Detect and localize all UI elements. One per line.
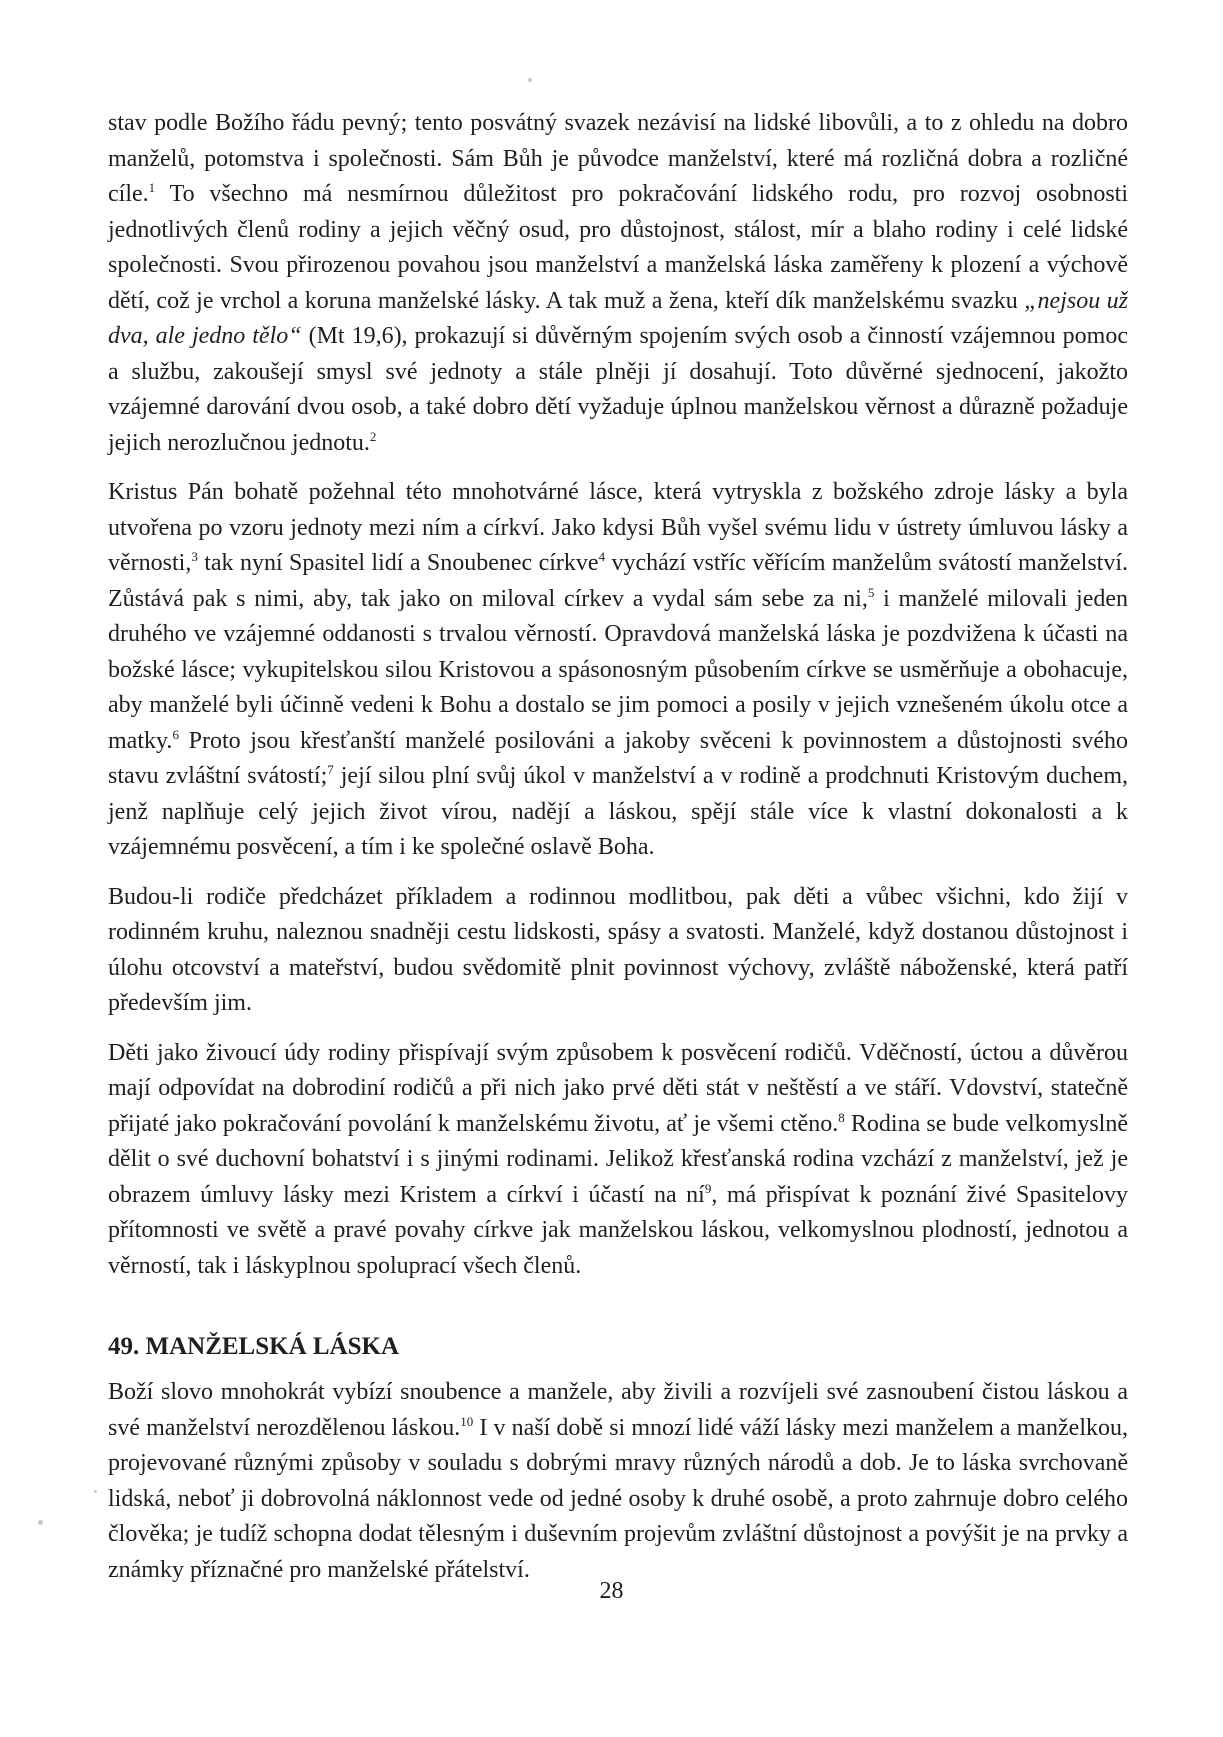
text-run: I v naší době si mnozí lidé váží lásky mezi manželem a manželkou, projevované různými způsoby v souladu s dobrými mravy různých národů a dob. Je to láska svrchovaně lidská, neboť ji dobrovolná náklonnost vede od jedné osoby k druhé osobě, a proto zahrnuje dobro celého člověka; je tudíž schopna dodat tělesným i duševním projevům zvláštní důstojnost a povýšit je na prvky a známky příznačné pro manželské přátelství. <box>108 1414 1128 1583</box>
footnote-ref: 8 <box>838 1109 845 1125</box>
text-run: Budou-li rodiče předcházet příkladem a rodinnou modlitbou, pak děti a vůbec všichni, kdo žijí v rodinném kruhu, naleznou snadněji cestu lidskosti, spásy a svatosti. Manželé, když dostanou důstojnost i úlohu otcovství a mateřství, budou svědomitě plnit povinnost výchovy, zvláště náboženské, která patří především jim. <box>108 883 1128 1016</box>
text-run: Boží slovo mnohokrát vybízí snoubence a manžele, aby živili a rozvíjeli své zasnoubení čistou láskou a své manželství nerozdělenou láskou. <box>108 1379 1128 1441</box>
text-run: stav podle Božího řádu pevný; tento posvátný svazek nezávisí na lidské libovůli, a to z ohledu na dobro manželů, potomstva i společnosti. Sám Bůh je původce manželství, které má rozličná dobra a rozličné cíle. <box>108 110 1128 207</box>
text-run: tak nyní Spasitel lidí a Snoubenec církve <box>197 550 599 576</box>
text-run: i manželé milovali jeden druhého ve vzájemné oddanosti s trvalou věrností. Opravdová manželská láska je pozdvižena k účasti na božské lásce; vykupitelskou silou Kristovou a spásonosným působením církve se usměrňuje a obohacuje, aby manželé byli účinně vedeni k Bohu a dostalo se jim pomoci a posily v jejich vznešeném úkolu otce a matky. <box>108 585 1128 754</box>
text-run: Proto jsou křesťanští manželé posilováni a jakoby svěceni k povinnostem a důstojnosti svého stavu zvláštní svátostí; <box>108 727 1128 789</box>
footnote-ref: 3 <box>191 549 198 564</box>
paragraph <box>108 1036 1128 1285</box>
footnote-ref: 9 <box>704 1180 712 1196</box>
footnote-ref: 2 <box>369 428 377 444</box>
text-run: , má přispívat k poznání živé Spasitelovy přítomnosti ve světě a pravé povahy církve jak manželskou láskou, velkomyslnou plodností, jednotou a věrností, tak i láskyplnou spoluprací všech členů. <box>108 1181 1128 1279</box>
text-run: Kristus Pán bohatě požehnal této mnohotvárné lásce, která vytryskla z božského zdroje lásky a byla utvořena po vzoru jednoty mezi ním a církví. Jako kdysi Bůh vyšel svému lidu v ústrety úmluvou lásky a věrnosti, <box>108 479 1128 576</box>
paragraph <box>108 475 1128 866</box>
scan-speck <box>94 1490 97 1493</box>
paragraph <box>108 106 1128 461</box>
scan-speck <box>528 78 532 82</box>
text-run: (Mt 19,6), prokazují si důvěrným spojením svých osob a činností vzájemnou pomoc a službu, zakoušejí smysl své jednoty a stále plněji jí dosahují. Toto důvěrné sjednocení, jakožto vzájemné darování dvou osob, a také dobro dětí vyžaduje úplnou manželskou věrnost a důrazně požaduje jejich nerozlučnou jednotu. <box>108 323 1128 456</box>
text-run: Rodina se bude velkomyslně dělit o své duchovní bohatství i s jinými rodinami. Jelikož křesťanská rodina vzchází z manželství, jež je obrazem úmluvy lásky mezi Kristem a církví i účastí na ní <box>108 1110 1128 1208</box>
text-run: Děti jako živoucí údy rodiny přispívají svým způsobem k posvěcení rodičů. Vděčností, úctou a důvěrou mají odpovídat na dobrodiní rodičů a při nich jako prvé děti stát v neštěstí a ve stáří. Vdovství, statečně přijaté jako pokračování povolání k manželskému životu, ať je všemi ctěno. <box>108 1039 1128 1137</box>
section-paragraph <box>108 1375 1128 1588</box>
body-text <box>108 106 1128 1602</box>
footnote-ref: 10 <box>460 1413 474 1429</box>
section-heading: 49. MANŽELSKÁ LÁSKA <box>108 1333 400 1360</box>
footnote-ref: 6 <box>172 726 179 742</box>
scan-speck <box>38 1520 43 1525</box>
footnote-ref: 7 <box>327 762 334 777</box>
text-run: To všechno má nesmírnou důležitost pro pokračování lidského rodu, pro rozvoj osobnosti jednotlivých členů rodiny a jejich věčný osud, pro důstojnost, stálost, mír a blaho rodiny i celé lidské společnosti. Svou přirozenou povahou jsou manželství a manželská láska zaměřeny k plození a výchově dětí, což je vrchol a koruna manželské lásky. A tak muž a žena, kteří dík manželskému svazku <box>108 181 1128 314</box>
paragraph <box>108 880 1128 1022</box>
quotation: „nejsou už dva, ale jedno tělo“ <box>108 287 1128 349</box>
page-number: 28 <box>599 1578 624 1604</box>
footnote-ref: 5 <box>867 584 875 600</box>
footnote-ref: 1 <box>148 180 156 195</box>
footnote-ref: 4 <box>598 549 606 564</box>
text-run: její silou plní svůj úkol v manželství a v rodině a prodchnuti Kristovým duchem, jenž naplňuje celý jejich život vírou, nadějí a láskou, spějí stále více k vlastní dokonalosti a k vzájemnému posvěcení, a tím i ke společné oslavě Boha. <box>108 763 1128 860</box>
text-run: vychází vstříc věřícím manželům svátostí manželství. Zůstává pak s nimi, aby, tak jako on miloval církev a vydal sám sebe za ni, <box>108 550 1128 612</box>
